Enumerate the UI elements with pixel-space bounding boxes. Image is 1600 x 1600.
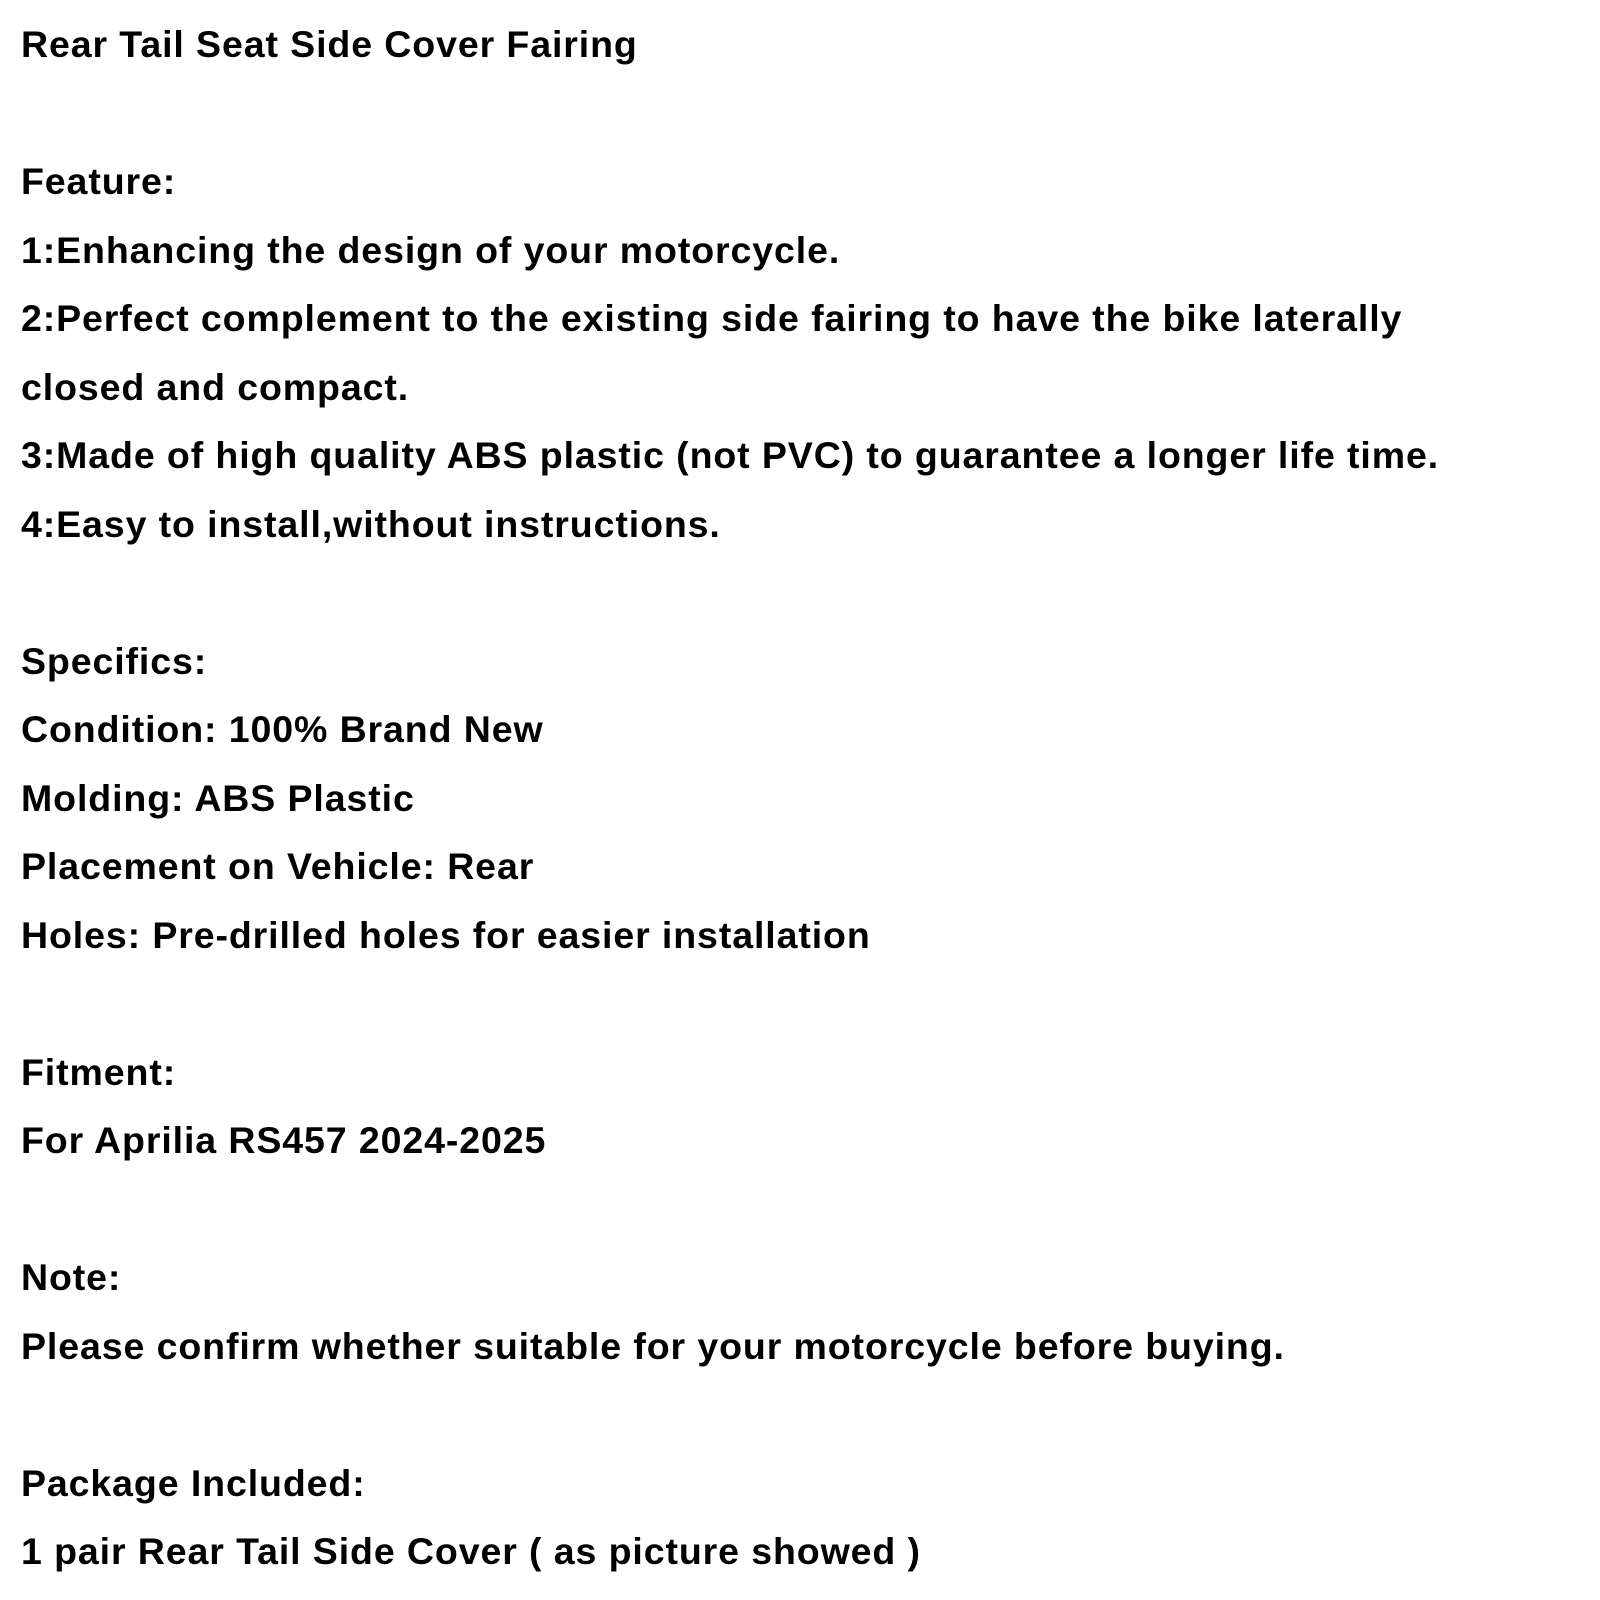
section-heading-package: Package Included: [21,1461,366,1504]
feature-section [21,147,1586,558]
specifics-item: Holes: Pre-drilled holes for easier installation [21,913,871,956]
spacer [21,969,1586,1038]
note-section [21,1243,1586,1380]
specifics-item: Condition: 100% Brand New [21,708,544,750]
spacer [21,1175,1586,1244]
feature-item: 2:Perfect complement to the existing side fairing to have the bike laterally [21,297,1403,339]
specifics-item: Molding: ABS Plastic [21,776,415,819]
feature-item: 4:Easy to install,without instructions. [21,502,721,545]
specifics-item: Placement on Vehicle: Rear [21,845,535,887]
specifics-section [21,627,1586,970]
note-item: Please confirm whether suitable for your motorcycle before buying. [21,1324,1285,1367]
section-heading-note: Note: [21,1256,122,1298]
package-item: 1 pair Rear Tail Side Cover ( as picture showed ) [21,1530,921,1572]
section-heading-specifics: Specifics: [21,639,208,682]
section-heading-fitment: Fitment: [21,1050,177,1093]
section-heading-feature: Feature: [21,160,177,202]
feature-item: 1:Enhancing the design of your motorcycle. [21,228,841,271]
product-description [21,10,1586,1586]
spacer [21,558,1586,627]
feature-item: closed and compact. [21,365,410,408]
spacer [21,1380,1586,1449]
package-section [21,1449,1586,1586]
fitment-item: For Aprilia RS457 2024-2025 [21,1119,547,1161]
document-title: Rear Tail Seat Side Cover Fairing [21,23,638,65]
spacer [21,79,1586,148]
fitment-section [21,1038,1586,1175]
feature-item: 3:Made of high quality ABS plastic (not PVC) to guarantee a longer life time. [21,434,1440,476]
